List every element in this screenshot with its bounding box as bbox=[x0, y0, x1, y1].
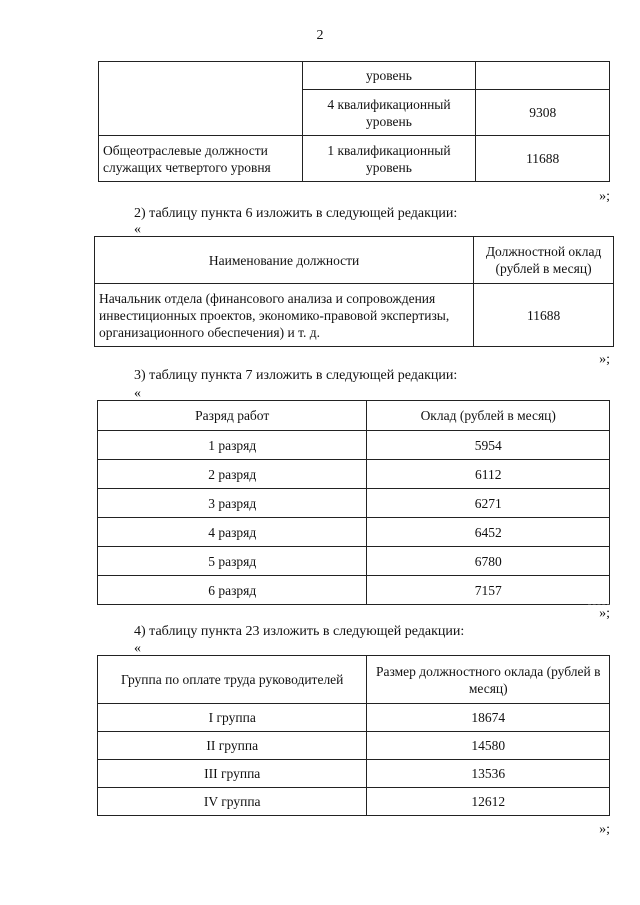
table-cell-salary: 13536 bbox=[367, 760, 610, 788]
table-row bbox=[99, 136, 610, 182]
table-cell-group: II группа bbox=[98, 732, 367, 760]
column-header: Разряд работ bbox=[98, 401, 367, 431]
page-number: 2 bbox=[316, 28, 324, 43]
closing-quote: »; bbox=[599, 189, 610, 204]
table-cell-group: IV группа bbox=[98, 788, 367, 816]
opening-quote: « bbox=[134, 222, 141, 237]
table-row bbox=[98, 431, 610, 460]
amendment-intro: 3) таблицу пункта 7 изложить в следующей редакции: bbox=[134, 368, 458, 383]
column-header: Должностной оклад (рублей в месяц) bbox=[474, 237, 614, 284]
closing-quote: »; bbox=[599, 822, 610, 837]
table-cell-salary bbox=[476, 62, 610, 90]
opening-quote: « bbox=[134, 641, 141, 656]
table-cell-grade: 2 разряд bbox=[98, 460, 367, 489]
table-cell-grade: 4 разряд bbox=[98, 518, 367, 547]
table-header-row bbox=[95, 237, 614, 284]
table-row bbox=[98, 576, 610, 605]
table-header-row bbox=[98, 401, 610, 431]
table-row bbox=[98, 518, 610, 547]
table-cell-grade: 5 разряд bbox=[98, 547, 367, 576]
table-cell-level: 1 квалификационный уровень bbox=[302, 136, 476, 182]
amendment-intro: 4) таблицу пункта 23 изложить в следующей редакции: bbox=[134, 624, 465, 639]
opening-quote: « bbox=[134, 386, 141, 401]
column-header: Оклад (рублей в месяц) bbox=[367, 401, 610, 431]
table-cell-group: III группа bbox=[98, 760, 367, 788]
table-cell-salary: 7157 bbox=[367, 576, 610, 605]
table-cell-level: 4 квалификационный уровень bbox=[302, 90, 476, 136]
table-cell-salary: 5954 bbox=[367, 431, 610, 460]
salary-table-continued bbox=[98, 61, 610, 182]
closing-quote: »; bbox=[599, 606, 610, 621]
table-cell-salary: 11688 bbox=[474, 284, 614, 347]
table-row bbox=[98, 460, 610, 489]
table-row bbox=[98, 489, 610, 518]
table-cell-position bbox=[99, 62, 303, 136]
table-cell-level: уровень bbox=[302, 62, 476, 90]
table-cell-position: Общеотраслевые должности служащих четвертого уровня bbox=[99, 136, 303, 182]
column-header: Наименование должности bbox=[95, 237, 474, 284]
table-header-row bbox=[98, 656, 610, 704]
table-cell-salary: 12612 bbox=[367, 788, 610, 816]
table-cell-salary: 6452 bbox=[367, 518, 610, 547]
table-cell-position: Начальник отдела (финансового анализа и сопровождения инвестиционных проектов, экономико-правовой экспертизы, организационного обеспечения) и т. д. bbox=[95, 284, 474, 347]
scan-mark bbox=[588, 598, 610, 605]
manager-group-table bbox=[97, 655, 610, 816]
column-header: Размер должностного оклада (рублей в месяц) bbox=[367, 656, 610, 704]
position-salary-table bbox=[94, 236, 614, 347]
amendment-intro: 2) таблицу пункта 6 изложить в следующей редакции: bbox=[134, 206, 458, 221]
table-cell-salary: 18674 bbox=[367, 704, 610, 732]
table-row bbox=[95, 284, 614, 347]
table-cell-salary: 14580 bbox=[367, 732, 610, 760]
table-cell-salary: 11688 bbox=[476, 136, 610, 182]
table-row bbox=[98, 704, 610, 732]
closing-quote: »; bbox=[599, 352, 610, 367]
column-header: Группа по оплате труда руководителей bbox=[98, 656, 367, 704]
table-row bbox=[98, 732, 610, 760]
table-cell-salary: 6780 bbox=[367, 547, 610, 576]
table-cell-grade: 1 разряд bbox=[98, 431, 367, 460]
table-row bbox=[98, 788, 610, 816]
table-cell-salary: 6271 bbox=[367, 489, 610, 518]
work-grade-table bbox=[97, 400, 610, 605]
table-cell-group: I группа bbox=[98, 704, 367, 732]
table-cell-grade: 3 разряд bbox=[98, 489, 367, 518]
table-cell-salary: 9308 bbox=[476, 90, 610, 136]
table-row bbox=[98, 547, 610, 576]
table-cell-salary: 6112 bbox=[367, 460, 610, 489]
table-row bbox=[99, 62, 610, 90]
table-cell-grade: 6 разряд bbox=[98, 576, 367, 605]
table-row bbox=[98, 760, 610, 788]
